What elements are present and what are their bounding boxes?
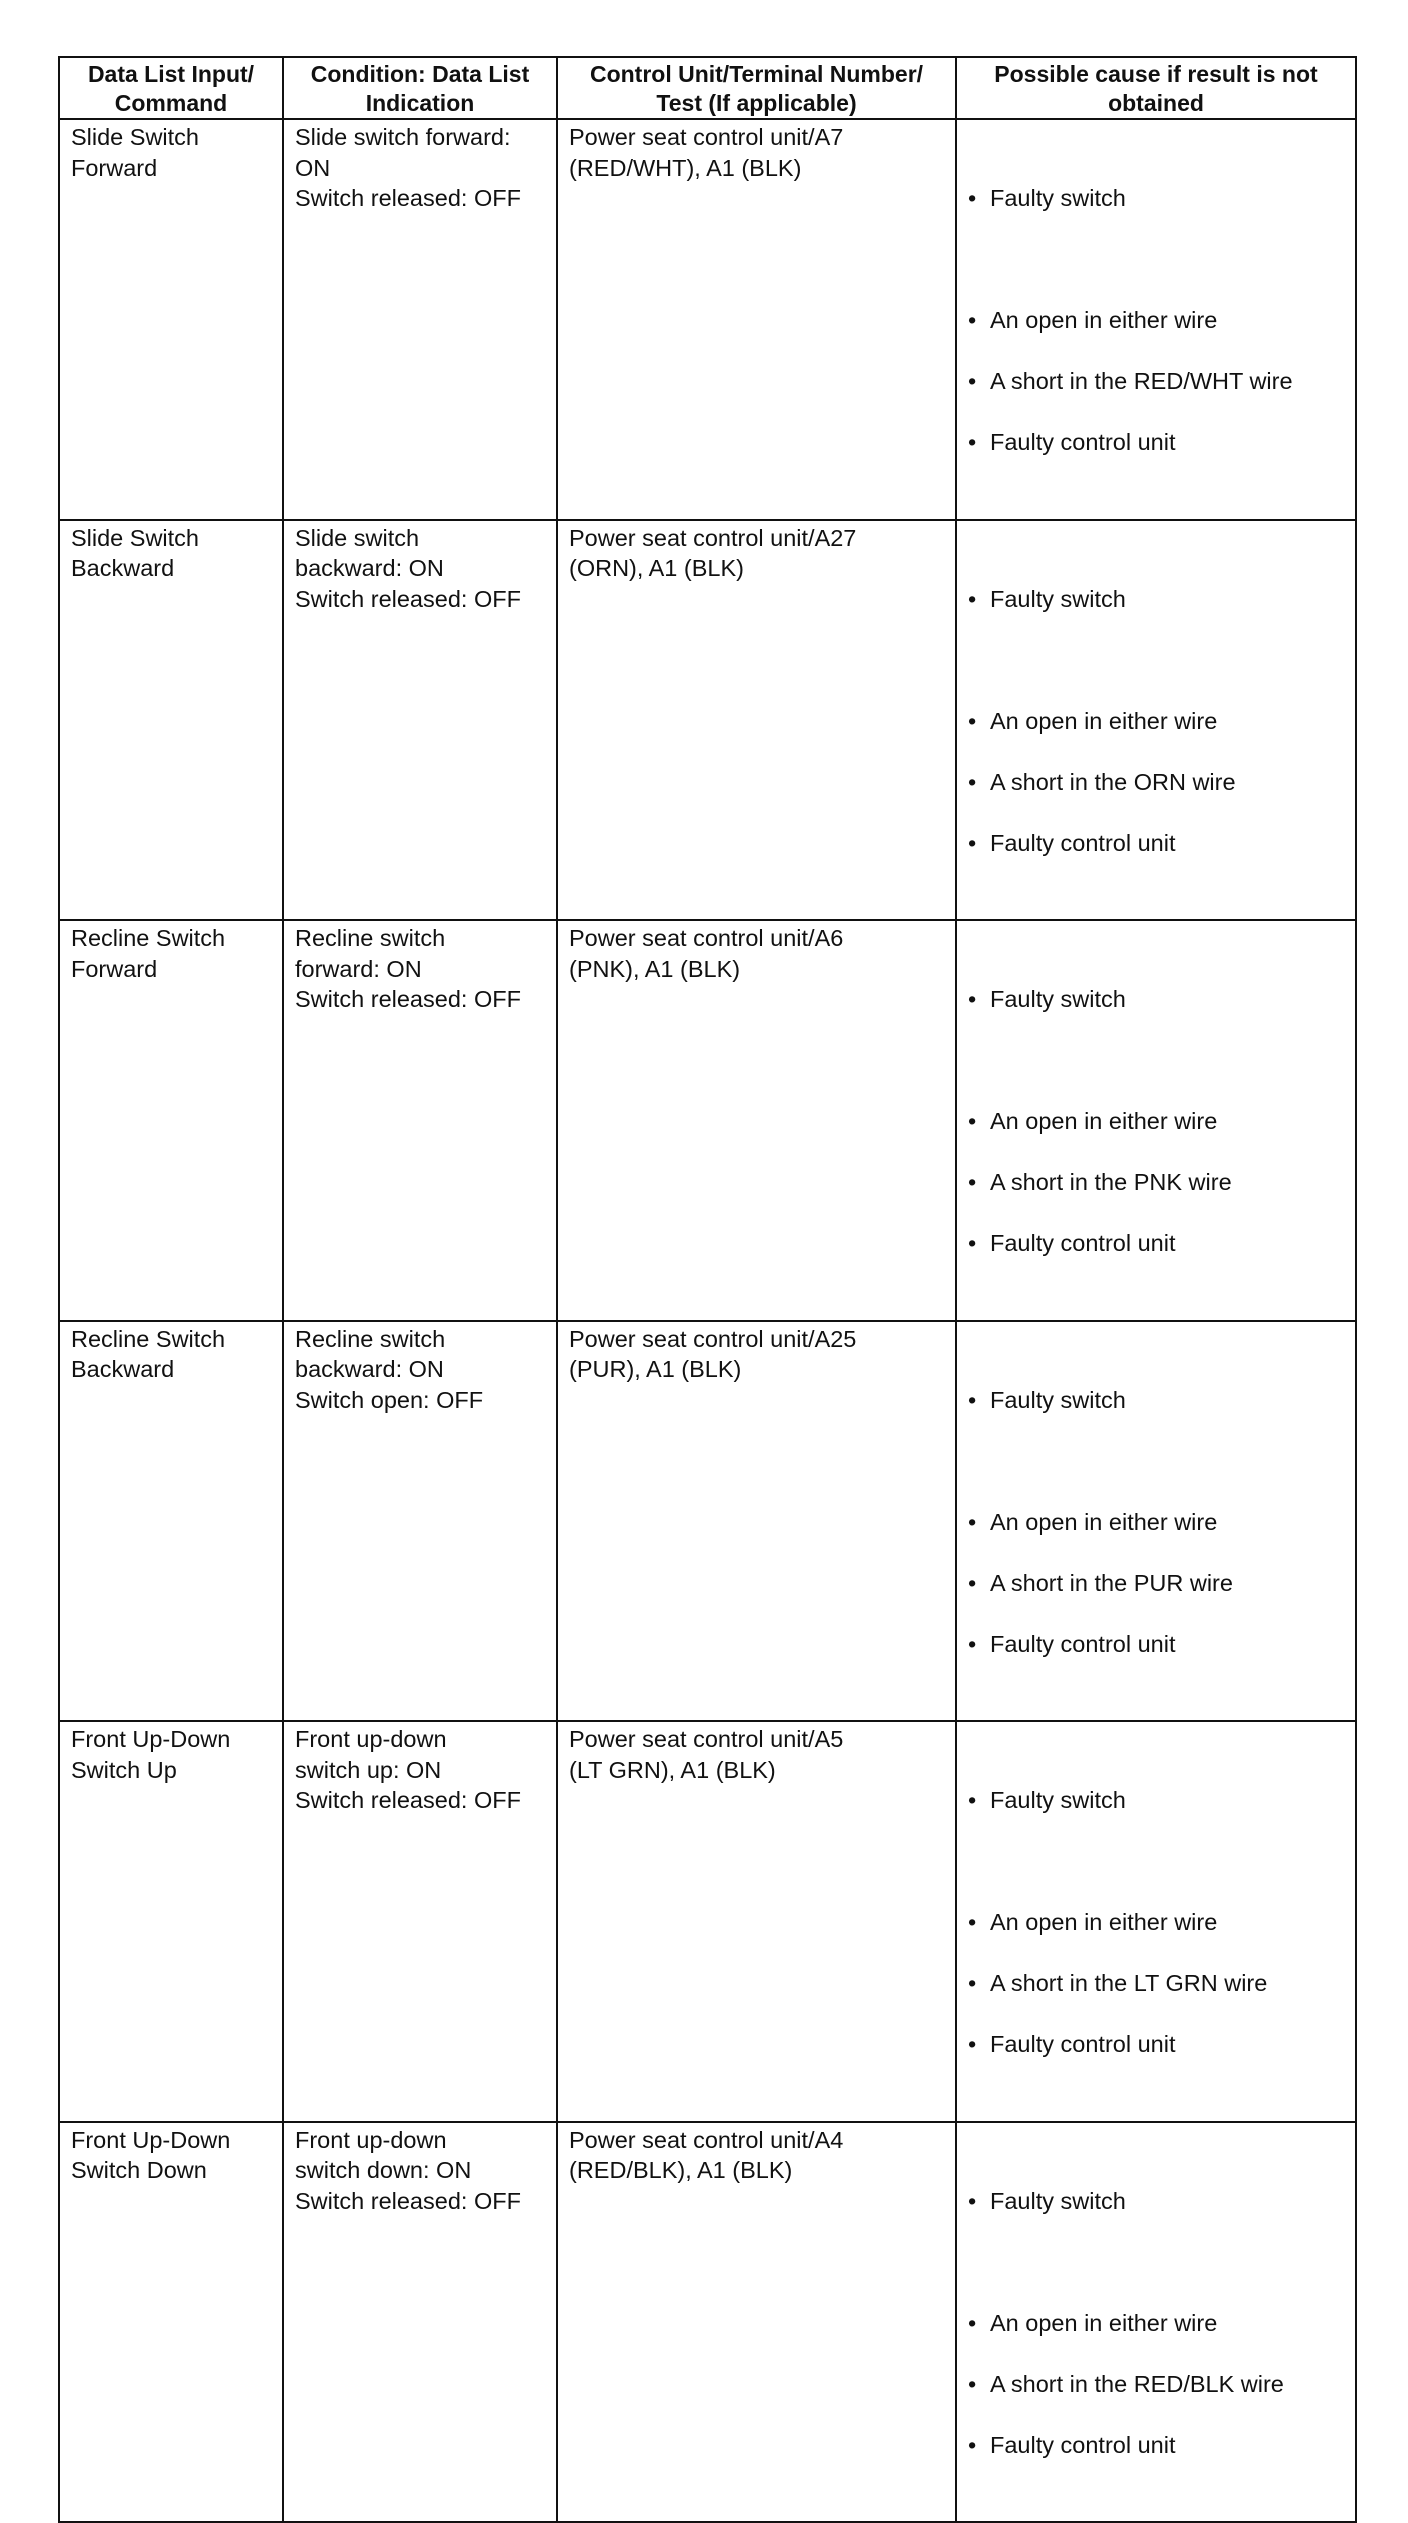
cause-list: [968, 2155, 1355, 2491]
cause-text: A short in the ORN wire: [990, 768, 1236, 795]
bullet-icon: •: [968, 1169, 977, 1195]
table-row: [59, 2122, 1356, 2523]
cause-item: [968, 767, 1355, 798]
cause-item: [968, 1106, 1355, 1137]
cause-text: Faulty control unit: [990, 429, 1176, 455]
terminal-cell: Power seat control unit/A6 (PNK), A1 (BLK): [557, 920, 956, 1321]
bullet-icon: •: [968, 1787, 977, 1813]
bullet-icon: •: [968, 429, 977, 455]
cause-item: [968, 1629, 1355, 1660]
input-cell: Slide Switch Forward: [59, 119, 283, 520]
cause-item: [968, 2029, 1355, 2060]
cause-text: Faulty control unit: [990, 2431, 1176, 2458]
cause-text: Faulty switch: [990, 986, 1126, 1012]
cause-item: [968, 1968, 1355, 1999]
cause-text: Faulty control unit: [990, 2031, 1176, 2057]
cause-item: [968, 584, 1355, 615]
cause-list: [968, 954, 1355, 1290]
diagnostic-data-table: [58, 56, 1357, 2523]
cause-item: [968, 2369, 1355, 2400]
cause-item: [968, 1568, 1355, 1599]
condition-cell: Slide switch backward: ON Switch released: OFF: [283, 520, 557, 921]
bullet-icon: •: [968, 1569, 977, 1596]
bullet-icon: •: [968, 707, 977, 734]
header-terminal: Control Unit/Terminal Number/ Test (If applicable): [557, 57, 956, 119]
bullet-icon: •: [968, 585, 977, 612]
cause-item: [968, 2186, 1355, 2217]
cause-item: [968, 1907, 1355, 1938]
cause-list: [968, 553, 1355, 889]
bullet-icon: •: [968, 2370, 977, 2397]
cause-item: [968, 828, 1355, 859]
header-condition: Condition: Data List Indication: [283, 57, 557, 119]
cause-item: [968, 984, 1355, 1015]
terminal-cell: Power seat control unit/A4 (RED/BLK), A1 (BLK): [557, 2122, 956, 2523]
table-row: [59, 520, 1356, 921]
causes-cell: [956, 119, 1356, 520]
bullet-icon: •: [968, 185, 977, 211]
bullet-icon: •: [968, 1386, 977, 1413]
cause-list: [968, 153, 1355, 489]
cause-text: A short in the PUR wire: [990, 1569, 1233, 1596]
input-cell: Front Up-Down Switch Up: [59, 1721, 283, 2122]
cause-spacer: [968, 244, 1355, 275]
cause-item: [968, 183, 1355, 214]
cause-text: An open in either wire: [990, 2309, 1218, 2336]
cause-item: [968, 366, 1355, 397]
cause-item: [968, 1507, 1355, 1538]
bullet-icon: •: [968, 986, 977, 1012]
table-row: [59, 1321, 1356, 1722]
cause-text: Faulty switch: [990, 2187, 1126, 2214]
cause-spacer: [968, 645, 1355, 676]
cause-item: [968, 1785, 1355, 1816]
cause-text: Faulty switch: [990, 1386, 1126, 1413]
cause-text: An open in either wire: [990, 707, 1218, 734]
header-possible-cause: Possible cause if result is not obtained: [956, 57, 1356, 119]
input-cell: Recline Switch Backward: [59, 1321, 283, 1722]
bullet-icon: •: [968, 2309, 977, 2336]
condition-cell: Recline switch forward: ON Switch released: OFF: [283, 920, 557, 1321]
causes-cell: [956, 2122, 1356, 2523]
header-row: [59, 57, 1356, 119]
bullet-icon: •: [968, 1970, 977, 1996]
cause-text: A short in the LT GRN wire: [990, 1970, 1268, 1996]
cause-item: [968, 305, 1355, 336]
bullet-icon: •: [968, 2031, 977, 2057]
cause-item: [968, 706, 1355, 737]
table-row: [59, 920, 1356, 1321]
condition-cell: Slide switch forward: ON Switch released: OFF: [283, 119, 557, 520]
cause-text: An open in either wire: [990, 307, 1218, 333]
cause-spacer: [968, 1846, 1355, 1877]
causes-cell: [956, 520, 1356, 921]
cause-text: Faulty control unit: [990, 829, 1176, 856]
causes-cell: [956, 1321, 1356, 1722]
cause-text: An open in either wire: [990, 1909, 1218, 1935]
bullet-icon: •: [968, 1630, 977, 1657]
header-data-list-input: Data List Input/ Command: [59, 57, 283, 119]
cause-text: Faulty switch: [990, 185, 1126, 211]
cause-text: A short in the PNK wire: [990, 1169, 1232, 1195]
condition-cell: Front up-down switch up: ON Switch released: OFF: [283, 1721, 557, 2122]
bullet-icon: •: [968, 768, 977, 795]
cause-item: [968, 2430, 1355, 2461]
bullet-icon: •: [968, 1508, 977, 1535]
cause-text: An open in either wire: [990, 1508, 1218, 1535]
bullet-icon: •: [968, 368, 977, 394]
cause-text: An open in either wire: [990, 1108, 1218, 1134]
cause-item: [968, 1167, 1355, 1198]
cause-spacer: [968, 1045, 1355, 1076]
cause-item: [968, 2308, 1355, 2339]
condition-cell: Recline switch backward: ON Switch open: OFF: [283, 1321, 557, 1722]
bullet-icon: •: [968, 307, 977, 333]
causes-cell: [956, 1721, 1356, 2122]
cause-text: Faulty control unit: [990, 1630, 1176, 1657]
causes-cell: [956, 920, 1356, 1321]
terminal-cell: Power seat control unit/A7 (RED/WHT), A1 (BLK): [557, 119, 956, 520]
cause-item: [968, 1385, 1355, 1416]
input-cell: Front Up-Down Switch Down: [59, 2122, 283, 2523]
cause-text: Faulty switch: [990, 585, 1126, 612]
input-cell: Recline Switch Forward: [59, 920, 283, 1321]
cause-list: [968, 1354, 1355, 1690]
cause-spacer: [968, 2247, 1355, 2278]
cause-text: A short in the RED/BLK wire: [990, 2370, 1284, 2397]
bullet-icon: •: [968, 1230, 977, 1256]
cause-text: Faulty control unit: [990, 1230, 1176, 1256]
cause-spacer: [968, 1446, 1355, 1477]
terminal-cell: Power seat control unit/A5 (LT GRN), A1 (BLK): [557, 1721, 956, 2122]
bullet-icon: •: [968, 1909, 977, 1935]
condition-cell: Front up-down switch down: ON Switch released: OFF: [283, 2122, 557, 2523]
cause-text: Faulty switch: [990, 1787, 1126, 1813]
cause-item: [968, 427, 1355, 458]
bullet-icon: •: [968, 2431, 977, 2458]
bullet-icon: •: [968, 829, 977, 856]
cause-text: A short in the RED/WHT wire: [990, 368, 1293, 394]
bullet-icon: •: [968, 2187, 977, 2214]
cause-item: [968, 1228, 1355, 1259]
bullet-icon: •: [968, 1108, 977, 1134]
cause-list: [968, 1755, 1355, 2091]
terminal-cell: Power seat control unit/A25 (PUR), A1 (BLK): [557, 1321, 956, 1722]
input-cell: Slide Switch Backward: [59, 520, 283, 921]
terminal-cell: Power seat control unit/A27 (ORN), A1 (BLK): [557, 520, 956, 921]
table-row: [59, 119, 1356, 520]
table-row: [59, 1721, 1356, 2122]
